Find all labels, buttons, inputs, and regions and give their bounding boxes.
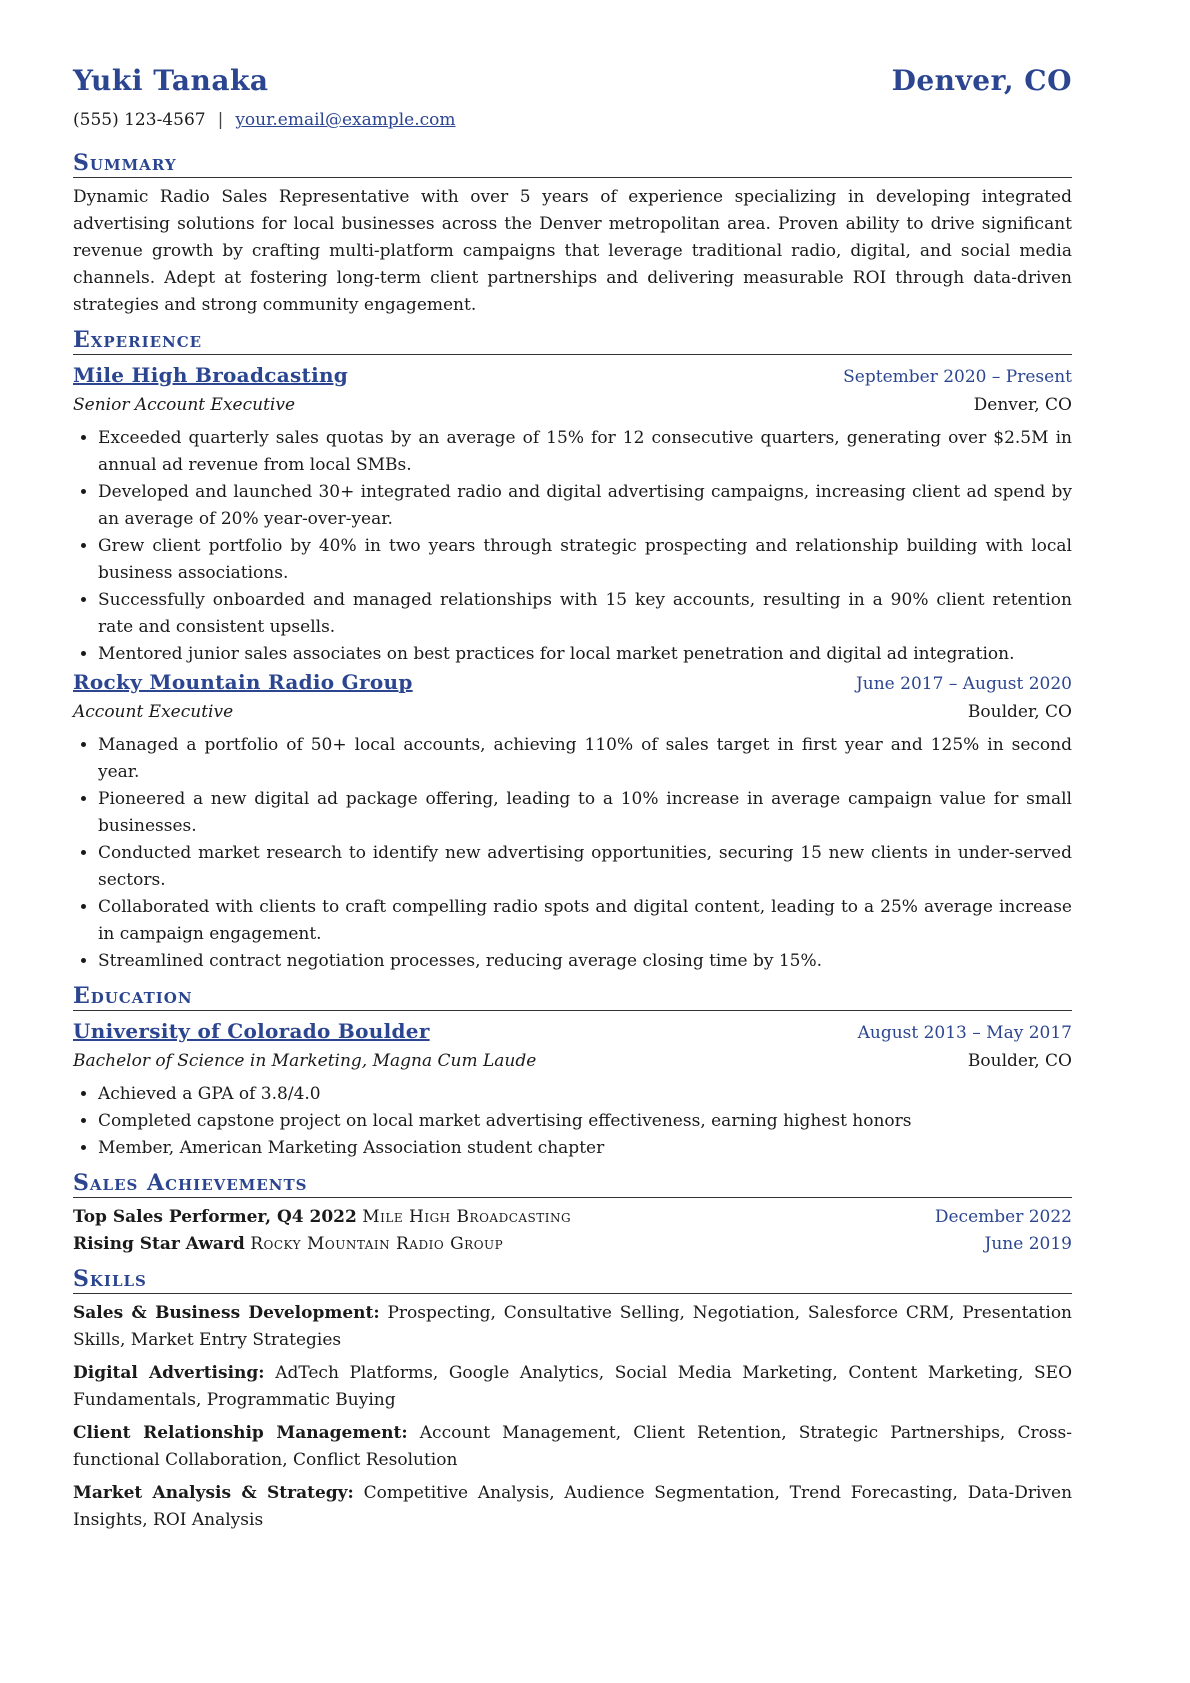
list-item: • Streamlined contract negotiation processes, reducing average closing time by 15%. <box>98 948 1072 975</box>
job-title: Senior Account Executive <box>73 395 296 415</box>
achievement-date: June 2019 <box>984 1234 1072 1254</box>
skill-group-text: Prospecting, Consultative Selling, Negotiation, Salesforce CRM, Presentation Skills, Market Entry Strategies <box>73 1303 1072 1350</box>
contact-line <box>73 110 1072 136</box>
section-title-experience: Experience <box>73 327 1072 355</box>
list-item: • Achieved a GPA of 3.8/4.0 <box>98 1081 1072 1108</box>
education-entry <box>73 1017 1072 1162</box>
skill-group <box>73 1480 1072 1534</box>
company-name-link[interactable]: Mile High Broadcasting <box>73 363 349 387</box>
list-item: • Managed a portfolio of 50+ local accounts, achieving 110% of sales target in first year and 125% in second year. <box>98 732 1072 786</box>
list-item: • Conducted market research to identify new advertising opportunities, securing 15 new clients in under-served sectors. <box>98 840 1072 894</box>
company-name-link[interactable]: Rocky Mountain Radio Group <box>73 670 413 694</box>
phone-number: (555) 123-4567 <box>73 110 206 130</box>
degree: Bachelor of Science in Marketing, Magna Cum Laude <box>73 1051 537 1071</box>
skill-group-label: Sales & Business Development: <box>73 1303 380 1323</box>
skill-group-label: Client Relationship Management: <box>73 1423 408 1443</box>
section-title-skills: Skills <box>73 1266 1072 1294</box>
achievements-list <box>73 1204 1072 1258</box>
skill-group-text: Account Management, Client Retention, Strategic Partnerships, Cross-functional Collaboration, Conflict Resolution <box>73 1423 1073 1470</box>
achievement-row <box>73 1231 1072 1258</box>
list-item: • Collaborated with clients to craft compelling radio spots and digital content, leading to a 25% average increase in campaign engagement. <box>98 894 1072 948</box>
achievement-title: Top Sales Performer, Q4 2022 <box>73 1207 357 1227</box>
list-item: • Exceeded quarterly sales quotas by an average of 15% for 12 consecutive quarters, generating over $2.5M in annual ad revenue from local SMBs. <box>98 425 1072 479</box>
achievement-title: Rising Star Award <box>73 1234 245 1254</box>
job-subheader <box>73 698 1072 726</box>
skill-group-label: Digital Advertising: <box>73 1363 265 1383</box>
achievement-date: December 2022 <box>934 1207 1072 1227</box>
resume-header <box>73 64 1072 104</box>
job-title: Account Executive <box>73 702 234 722</box>
achievement-org: Rocky Mountain Radio Group <box>250 1234 504 1254</box>
education-dates: August 2013 – May 2017 <box>857 1023 1072 1043</box>
job-subheader <box>73 391 1072 419</box>
job-dates: June 2017 – August 2020 <box>855 674 1072 694</box>
candidate-location: Denver, CO <box>891 64 1072 97</box>
job-dates: September 2020 – Present <box>843 367 1072 387</box>
section-title-summary: Summary <box>73 150 1072 178</box>
section-title-achievements: Sales Achievements <box>73 1170 1072 1198</box>
skill-group <box>73 1420 1072 1474</box>
list-item: • Grew client portfolio by 40% in two years through strategic prospecting and relationship building with local business associations. <box>98 533 1072 587</box>
list-item: • Mentored junior sales associates on best practices for local market penetration and digital ad integration. <box>98 641 1072 668</box>
achievement-text <box>73 1204 571 1231</box>
job-entry <box>73 361 1072 668</box>
achievement-row <box>73 1204 1072 1231</box>
education-bullets <box>73 1081 1072 1162</box>
job-entry <box>73 668 1072 975</box>
school-name-link[interactable]: University of Colorado Boulder <box>73 1019 430 1043</box>
achievement-text <box>73 1231 503 1258</box>
summary-text: Dynamic Radio Sales Representative with over 5 years of experience specializing in developing integrated advertising solutions for local businesses across the Denver metropolitan area. Proven ability to drive significant revenue growth by crafting multi-platform campaigns that leverage traditional radio, digital, and social media channels. Adept at fostering long-term client partnerships and delivering measurable ROI through data-driven strategies and strong community engagement. <box>73 187 1072 315</box>
education-subheader <box>73 1047 1072 1075</box>
list-item: • Completed capstone project on local market advertising effectiveness, earning highest honors <box>98 1108 1072 1135</box>
email-link[interactable]: your.email@example.com <box>235 110 456 130</box>
candidate-name: Yuki Tanaka <box>73 64 269 97</box>
section-title-education: Education <box>73 983 1072 1011</box>
list-item: • Member, American Marketing Association student chapter <box>98 1135 1072 1162</box>
skill-group-text: AdTech Platforms, Google Analytics, Social Media Marketing, Content Marketing, SEO Fundamentals, Programmatic Buying <box>73 1363 1073 1410</box>
list-item: • Successfully onboarded and managed relationships with 15 key accounts, resulting in a 90% client retention rate and consistent upsells. <box>98 587 1072 641</box>
list-item: • Developed and launched 30+ integrated radio and digital advertising campaigns, increasing client ad spend by an average of 20% year-over-year. <box>98 479 1072 533</box>
contact-separator: | <box>217 110 224 130</box>
job-bullets <box>73 732 1072 975</box>
education-header <box>73 1017 1072 1047</box>
skill-group-label: Market Analysis & Strategy: <box>73 1483 354 1503</box>
job-bullets <box>73 425 1072 668</box>
list-item: • Pioneered a new digital ad package offering, leading to a 10% increase in average campaign value for small businesses. <box>98 786 1072 840</box>
job-location: Denver, CO <box>973 395 1072 415</box>
skill-group <box>73 1360 1072 1414</box>
skill-group <box>73 1300 1072 1354</box>
job-header <box>73 361 1072 391</box>
achievement-org: Mile High Broadcasting <box>362 1207 572 1227</box>
education-location: Boulder, CO <box>967 1051 1072 1071</box>
job-location: Boulder, CO <box>967 702 1072 722</box>
skill-group-text: Competitive Analysis, Audience Segmentation, Trend Forecasting, Data-Driven Insights, ROI Analysis <box>73 1483 1073 1530</box>
job-header <box>73 668 1072 698</box>
